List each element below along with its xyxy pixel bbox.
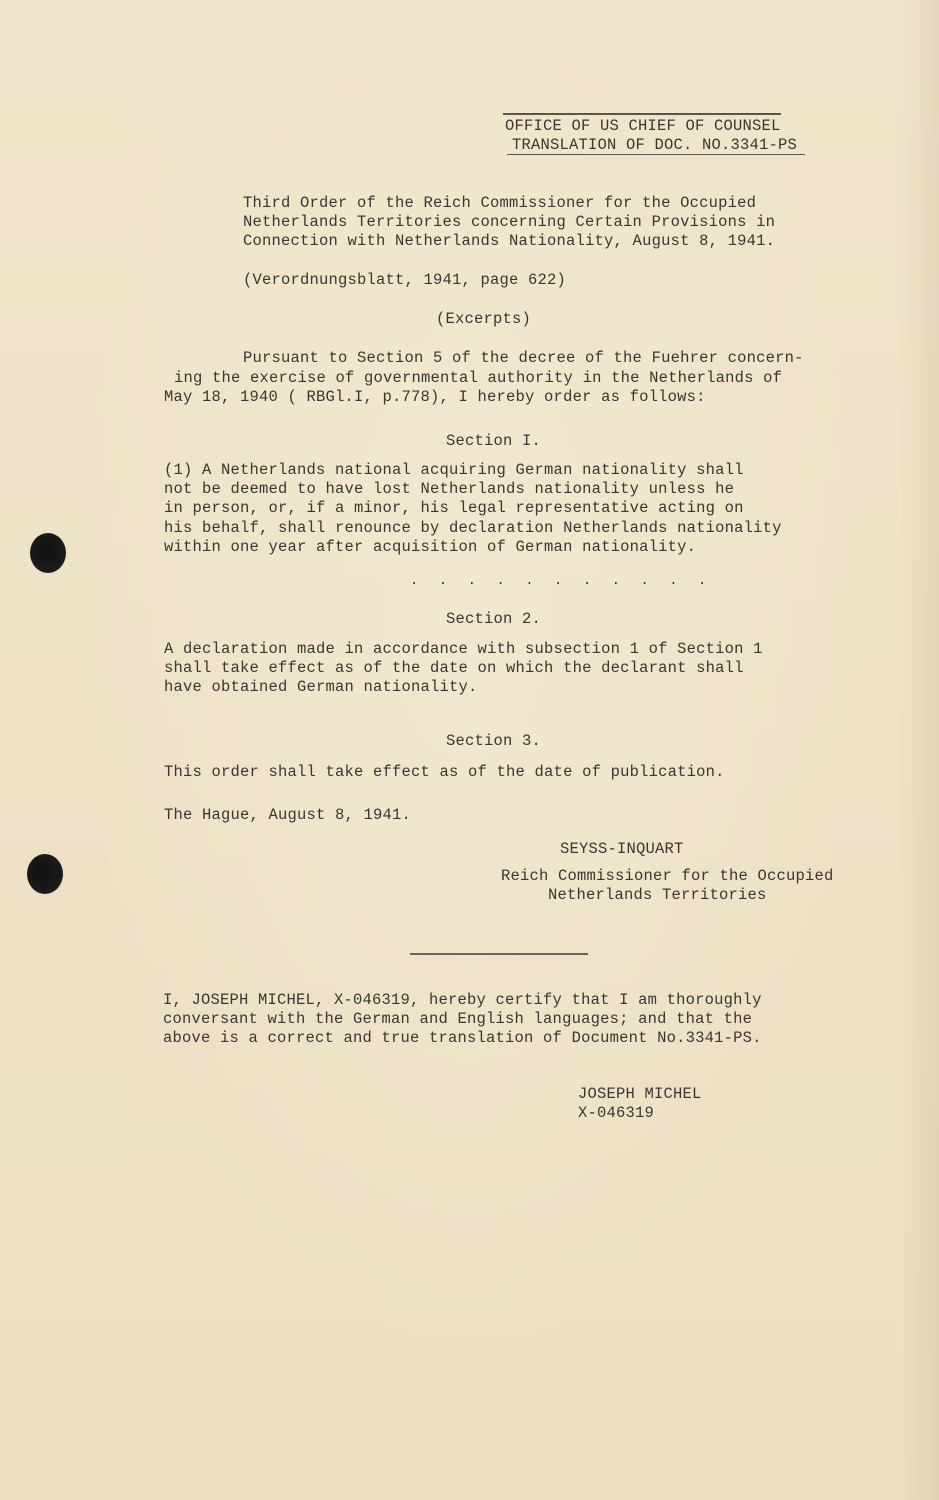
preamble-line-3: May 18, 1940 ( RBGl.I, p.778), I hereby order as follows: [164, 388, 706, 406]
section-3-line-1: This order shall take effect as of the date of publication. [164, 763, 725, 781]
certification-line-3: above is a correct and true translation of Document No.3341-PS. [163, 1029, 762, 1047]
title-line-3: Connection with Netherlands Nationality, August 8, 1941. [243, 232, 776, 250]
preamble-line-2: ing the exercise of governmental authority in the Netherlands of [174, 369, 783, 387]
section-1-line-4: his behalf, shall renounce by declaration Netherlands nationality [164, 519, 782, 537]
excerpts-label: (Excerpts) [436, 310, 532, 328]
section-3-heading: Section 3. [446, 732, 542, 750]
section-2-heading: Section 2. [446, 610, 542, 628]
punch-hole-upper [30, 533, 66, 573]
certification-line-2: conversant with the German and English languages; and that the [163, 1010, 753, 1028]
signature-title-2: Netherlands Territories [548, 886, 767, 904]
source-citation: (Verordnungsblatt, 1941, page 622) [243, 271, 567, 289]
title-line-2: Netherlands Territories concerning Certain Provisions in [243, 213, 776, 231]
section-1-line-5: within one year after acquisition of German nationality. [164, 538, 697, 556]
header-translation-underline [507, 154, 805, 155]
header-office: OFFICE OF US CHIEF OF COUNSEL [505, 117, 781, 135]
section-2-line-2: shall take effect as of the date on which the declarant shall [164, 659, 744, 677]
signature-title-1: Reich Commissioner for the Occupied [501, 867, 834, 885]
punch-hole-lower [27, 854, 63, 894]
translator-id: X-046319 [578, 1104, 655, 1122]
ellipsis-dots: . . . . . . . . . . . [410, 573, 713, 589]
page-edge-shadow [899, 0, 939, 1500]
title-line-1: Third Order of the Reich Commissioner for the Occupied [243, 194, 757, 212]
section-2-line-1: A declaration made in accordance with subsection 1 of Section 1 [164, 640, 763, 658]
header-top-rule [503, 113, 781, 115]
section-2-line-3: have obtained German nationality. [164, 678, 478, 696]
certification-line-1: I, JOSEPH MICHEL, X-046319, hereby certify that I am thoroughly [163, 991, 762, 1009]
translator-name: JOSEPH MICHEL [578, 1085, 702, 1103]
divider-rule [410, 953, 588, 955]
place-date: The Hague, August 8, 1941. [164, 806, 412, 824]
section-1-line-3: in person, or, if a minor, his legal representative acting on [164, 499, 744, 517]
section-1-heading: Section I. [446, 432, 542, 450]
signature-name: SEYSS-INQUART [560, 840, 684, 858]
section-1-line-2: not be deemed to have lost Netherlands nationality unless he [164, 480, 735, 498]
preamble-line-1: Pursuant to Section 5 of the decree of the Fuehrer concern- [243, 349, 804, 367]
section-1-line-1: (1) A Netherlands national acquiring German nationality shall [164, 461, 744, 479]
header-translation: TRANSLATION OF DOC. NO.3341-PS [512, 136, 798, 154]
